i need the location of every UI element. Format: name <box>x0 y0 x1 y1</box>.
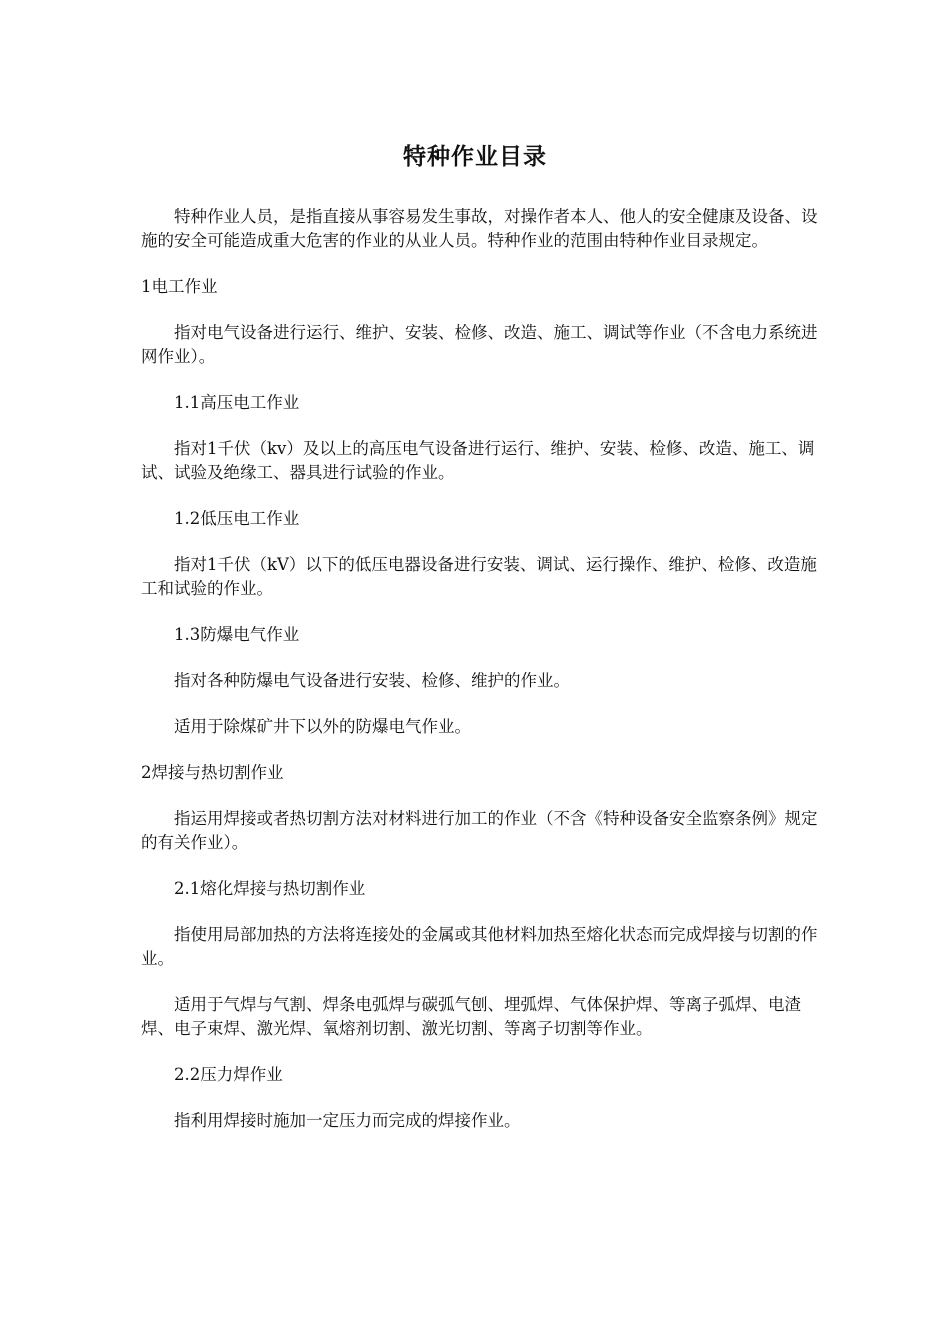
section-1-description: 指对电气设备进行运行、维护、安装、检修、改造、施工、调试等作业（不含电力系统进网作业）。 <box>141 323 818 366</box>
subsection-1-1-description: 指对1千伏（kv）及以上的高压电气设备进行运行、维护、安装、检修、改造、施工、调试、试验及绝缘工、器具进行试验的作业。 <box>141 439 815 482</box>
subsection-heading-1-3: 1.3防爆电气作业 <box>174 625 300 644</box>
subsection-heading-2-1: 2.1熔化焊接与热切割作业 <box>174 879 366 898</box>
subsection-2-1-applicability: 适用于气焊与气割、焊条电弧焊与碳弧气刨、埋弧焊、气体保护焊、等离子弧焊、电渣焊、电子束焊、激光焊、氧熔剂切割、激光切割、等离子切割等作业。 <box>141 995 801 1038</box>
subsection-heading-1-2: 1.2低压电工作业 <box>174 509 300 528</box>
subsection-heading-1-1: 1.1高压电工作业 <box>174 393 300 412</box>
subsection-1-2-description: 指对1千伏（kV）以下的低压电器设备进行安装、调试、运行操作、维护、检修、改造施工和试验的作业。 <box>141 555 817 598</box>
section-heading-1: 1电工作业 <box>141 277 218 296</box>
subsection-heading-2-2: 2.2压力焊作业 <box>174 1065 283 1084</box>
section-heading-2: 2焊接与热切割作业 <box>141 763 284 782</box>
section-2-description: 指运用焊接或者热切割方法对材料进行加工的作业（不含《特种设备安全监察条例》规定的有关作业）。 <box>141 809 818 852</box>
document-body <box>141 205 821 1155</box>
intro-paragraph: 特种作业人员，是指直接从事容易发生事故，对操作者本人、他人的安全健康及设备、设施的安全可能造成重大危害的作业的从业人员。特种作业的范围由特种作业目录规定。 <box>141 207 818 250</box>
subsection-1-3-description: 指对各种防爆电气设备进行安装、检修、维护的作业。 <box>174 671 570 690</box>
subsection-2-2-description: 指利用焊接时施加一定压力而完成的焊接作业。 <box>174 1111 521 1130</box>
document-title: 特种作业目录 <box>403 144 547 170</box>
subsection-1-3-applicability: 适用于除煤矿井下以外的防爆电气作业。 <box>174 717 471 736</box>
subsection-2-1-description: 指使用局部加热的方法将连接处的金属或其他材料加热至熔化状态而完成焊接与切割的作业。 <box>141 925 818 968</box>
